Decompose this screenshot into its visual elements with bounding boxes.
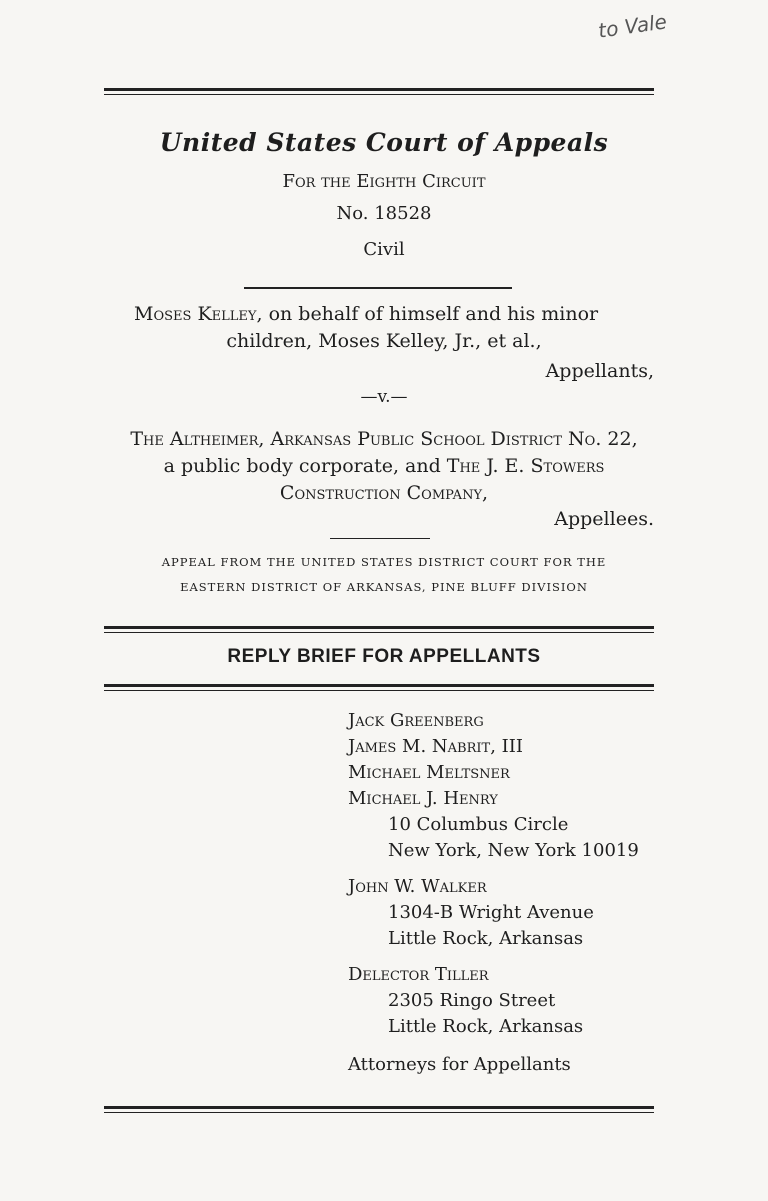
appeal-line-1: APPEAL FROM THE UNITED STATES DISTRICT COURT FOR THE [161,555,607,569]
brief-title: REPLY BRIEF FOR APPELLANTS [227,646,541,667]
attorneys-footer: Attorneys for Appellants [348,1054,571,1075]
attorney-group-2 [348,874,594,952]
attorney-name: John W. Walker [348,876,487,897]
court-title: United States Court of Appeals [159,128,609,157]
attorney-group-3 [348,962,583,1040]
appellees-line-1: The Altheimer, Arkansas Public School District No. 22, [130,428,638,450]
appeal-line-2: EASTERN DISTRICT OF ARKANSAS, PINE BLUFF DIVISION [180,580,588,594]
case-type: Civil [363,239,405,260]
versus: —v.— [360,387,408,407]
divider-short [244,287,512,289]
attorney-address: Little Rock, Arkansas [388,928,584,949]
attorney-name: James M. Nabrit, III [348,736,523,757]
appellees-role: Appellees. [554,508,654,530]
appellees-line-2 [0,455,768,477]
brief-title-bottom-rule [104,684,654,687]
attorney-group-1 [348,708,639,864]
attorney-address: New York, New York 10019 [388,840,639,861]
appellants-line-2: children, Moses Kelley, Jr., et al., [226,330,542,352]
attorney-address: 10 Columbus Circle [388,814,569,835]
appellees-line-2-name: The J. E. Stowers [446,455,605,477]
brief-title-top-rule [104,626,654,629]
attorney-address: Little Rock, Arkansas [388,1016,584,1037]
attorney-name: Michael Meltsner [348,762,510,783]
circuit-line: For the Eighth Circuit [282,171,486,192]
attorney-name: Michael J. Henry [348,788,498,809]
appellants-line-1 [134,303,598,325]
bottom-rule [104,1106,654,1109]
attorney-name: Delector Tiller [348,964,489,985]
appellees-line-3: Construction Company, [279,482,489,504]
attorney-name: Jack Greenberg [348,710,484,731]
top-rule [104,88,654,91]
appellants-role: Appellants, [545,360,654,382]
attorney-address: 2305 Ringo Street [388,990,556,1011]
handwritten-note: to Vale [596,9,669,43]
appellant-name: Moses Kelley [134,303,257,325]
appellant-line-1-rest: , on behalf of himself and his minor [256,303,599,325]
attorney-address: 1304-B Wright Avenue [388,902,594,923]
case-number: No. 18528 [336,203,432,224]
divider-short-2 [330,538,430,539]
appellees-line-2-pre: a public body corporate, and [163,455,447,477]
